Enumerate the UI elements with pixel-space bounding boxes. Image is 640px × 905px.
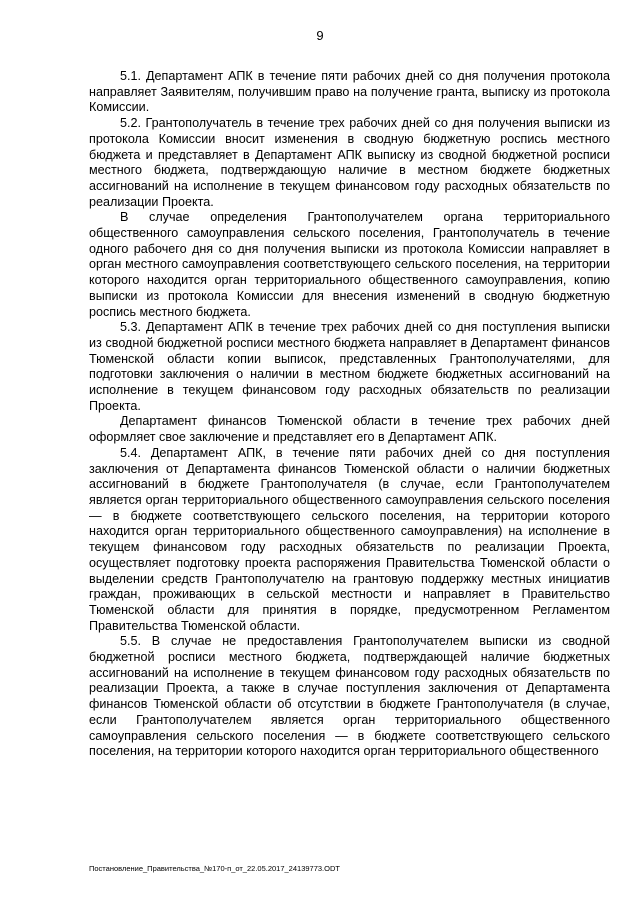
- document-body: [89, 69, 610, 760]
- paragraph-5-5: 5.5. В случае не предоставления Грантополучателем выписки из сводной бюджетной росписи местного бюджета, подтверждающей наличие бюджетных ассигнований на исполнение в текущем финансовом году расходных обязательств по реализации Проекта, а также в случае поступления заключения от Департамента финансов Тюменской области об отсутствии в бюджете Грантополучателя (в случае, если Грантополучателем является орган территориального общественного самоуправления сельского поселения — в бюджете соответствующего сельского поселения, на территории которого находится орган территориального общественного: [89, 634, 610, 759]
- paragraph-5-2-continuation: В случае определения Грантополучателем органа территориального общественного самоуправления сельского поселения, Грантополучатель в течение одного рабочего дня со дня получения выписки из протокола Комиссии направляет в орган местного самоуправления соответствующего сельского поселения, на территории которого находится орган территориального общественного самоуправления, копию выписки из протокола Комиссии для внесения изменений в сводную бюджетную роспись местного бюджета.: [89, 210, 610, 319]
- paragraph-5-4: 5.4. Департамент АПК, в течение пяти рабочих дней со дня поступления заключения от Департамента финансов Тюменской области о наличии бюджетных ассигнований в бюджете Грантополучателя (в случае, если Грантополучателем является орган территориального общественного самоуправления сельского поселения — в бюджете соответствующего сельского поселения, на территории которого находится орган территориального общественного самоуправления) на исполнение в текущем финансовом году расходных обязательств по реализации Проекта, осуществляет подготовку проекта распоряжения Правительства Тюменской области о выделении средств Грантополучателю на грантовую поддержку местных инициатив граждан, проживающих в сельской местности и направляет в Правительство Тюменской области для принятия в порядке, предусмотренном Регламентом Правительства Тюменской области.: [89, 445, 610, 633]
- paragraph-5-2: 5.2. Грантополучатель в течение трех рабочих дней со дня получения выписки из протокола Комиссии вносит изменения в сводную бюджетную роспись местного бюджета и представляет в Департамент АПК выписку из сводной бюджетной росписи местного бюджета, подтверждающую наличие в местном бюджете бюджетных ассигнований на исполнение в текущем финансовом году расходных обязательств по реализации Проекта.: [89, 116, 610, 209]
- paragraph-5-3: 5.3. Департамент АПК в течение трех рабочих дней со дня поступления выписки из сводной бюджетной росписи местного бюджета направляет в Департамент финансов Тюменской области копии выписок, представленных Грантополучателями, для подготовки заключения о наличии в местном бюджете бюджетных ассигнований на исполнение в текущем финансовом году расходных обязательств по реализации Проекта.: [89, 320, 610, 413]
- document-footer-filename: Постановление_Правительства_№170-п_от_22.05.2017_24139773.ODT: [89, 864, 340, 873]
- page-number: 9: [316, 28, 324, 43]
- paragraph-5-1: 5.1. Департамент АПК в течение пяти рабочих дней со дня получения протокола направляет Заявителям, получившим право на получение гранта, выписку из протокола Комиссии.: [89, 69, 610, 115]
- paragraph-5-3-continuation: Департамент финансов Тюменской области в течение трех рабочих дней оформляет свое заключение и представляет его в Департамент АПК.: [89, 414, 610, 445]
